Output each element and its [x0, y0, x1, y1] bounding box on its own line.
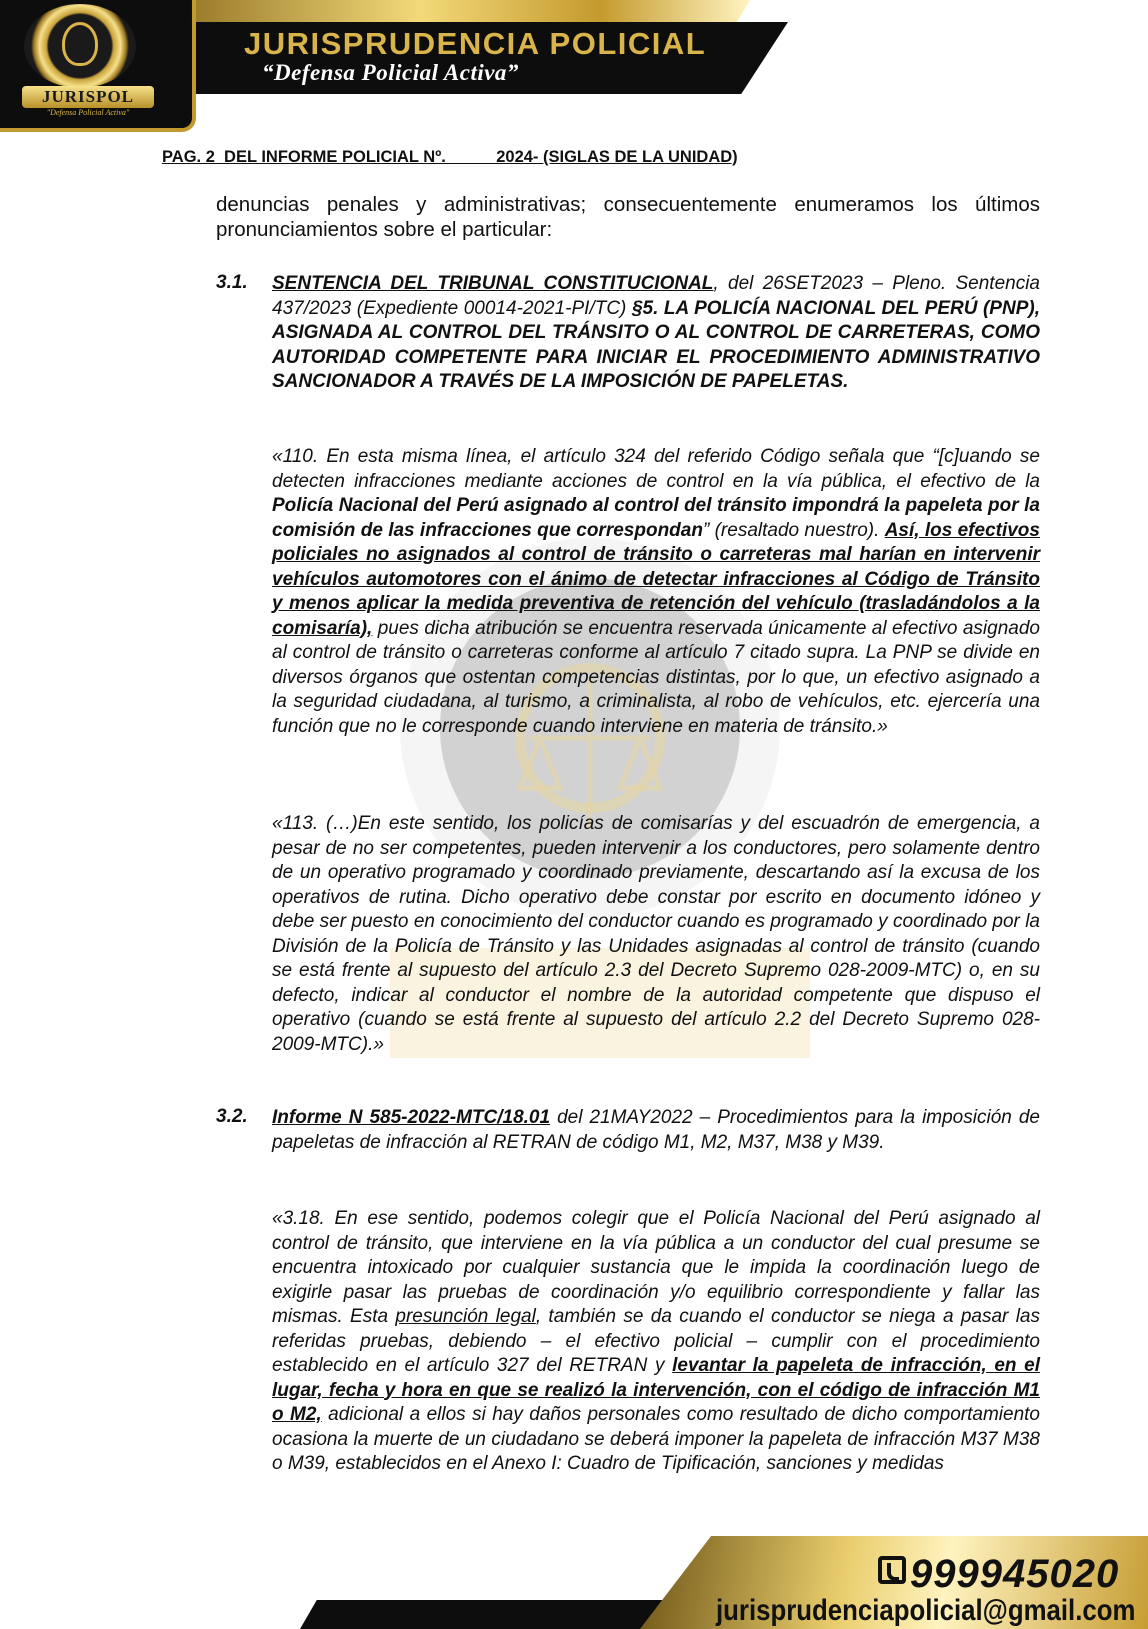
- section-text: , del 26SET2023 – Pleno. Sentencia 437/2023 (Expediente 00014-2021-PI/TC): [272, 273, 1040, 319]
- quote-bold-underline: Así, los efectivos policiales no asignados al control de tránsito o carreteras mal harían en intervenir vehículos automotores con el ánimo de detectar infracciones al Código de Tránsito y menos aplicar la medida preventiva de retención del vehículo (trasladándolos a la comisaría),: [272, 519, 1040, 639]
- quote-text: pues dicha atribución se encuentra reservada únicamente al efectivo asignado al control de tránsito o carreteras conforme al artículo 7 citado supra. La PNP se divide en diversos órganos que ostentan competencias distintas, por lo que, un efectivo asignado a la seguridad ciudadana, al turismo, a criminalista, al robo de vehículos, etc. ejercería una función que no le corresponde cuando interviene en materia de tránsito.»: [272, 617, 1040, 737]
- quote-text: «110. En esta misma línea, el artículo 324 del referido Código señala que “[c]uando se detecten infracciones mediante acciones de control en la vía pública, el efectivo de la: [272, 446, 1040, 492]
- quote-110: [272, 445, 1040, 739]
- quote-113: «113. (…)En este sentido, los policías de comisarías y del escuadrón de emergencia, a pesar de no ser competentes, pueden intervenir a los conductores, pero solamente dentro de un operativo programado y coordinado previamente, descartando así la excusa de los operativos de rutina. Dicho operativo debe constar por escrito en documento idóneo y debe ser puesto en conocimiento del conductor cuando es programado y coordinado por la División de la Policía de Tránsito y las Unidades asignadas al control de tránsito (cuando se está frente al supuesto del artículo 2.3 del Decreto Supremo 028-2009-MTC) o, en su defecto, indicar al conductor el nombre de la autoridad competente que dispuso el operativo (cuando se está frente al supuesto del artículo 2.2 del Decreto Supremo 028-2009-MTC).»: [272, 813, 1040, 1055]
- logo-motto: "Defensa Policial Activa": [46, 108, 130, 117]
- footer-phone: [878, 1552, 1119, 1597]
- page-header: [0, 0, 1148, 130]
- intro-paragraph: denuncias penales y administrativas; consecuentemente enumeramos los últimos pronunciamientos sobre el particular:: [216, 193, 1040, 241]
- section-3-1-heading: [272, 272, 1040, 395]
- quote-text: ” (resaltado nuestro).: [702, 519, 885, 541]
- quote-bold-underline: levantar la papeleta de infracción, en el lugar, fecha y hora en que se realizó la intervención, con el código de infracción M1 o M2,: [272, 1355, 1040, 1425]
- header-title: JURISPRUDENCIA POLICIAL: [244, 26, 707, 61]
- phone-number: 999945020: [910, 1552, 1120, 1596]
- quote-bold: Policía Nacional del Perú asignado al control del tránsito impondrá la papeleta por la comisión de las infracciones que correspondan: [272, 495, 1040, 541]
- quote-3-18: [272, 1207, 1040, 1477]
- section-3-2-heading: [272, 1106, 1040, 1155]
- quote-underline: presunción legal: [395, 1306, 536, 1327]
- quote-text: adicional a ellos si hay daños personales como resultado de dicho comportamiento ocasiona la muerte de un ciudadano se deberá imponer la papeleta de infracción M37 M38 o M39, establecidos en el Anexo I: Cuadro de Tipificación, sanciones y medidas: [272, 1404, 1041, 1474]
- scales-emblem-icon: [62, 22, 98, 66]
- quote-text: , también se da cuando el conductor se niega a pasar las referidas pruebas, debiendo – el efectivo policial – cumplir con el procedimiento establecido en el artículo 327 del RETRAN y: [272, 1306, 1040, 1376]
- phone-icon: [878, 1556, 906, 1584]
- jurispol-logo: [0, 0, 196, 132]
- section-subheading: §5. LA POLICÍA NACIONAL DEL PERÚ (PNP), ASIGNADA AL CONTROL DEL TRÁNSITO O AL CONTROL DE CARRETERAS, COMO AUTORIDAD COMPETENTE PARA INICIAR EL PROCEDIMIENTO ADMINISTRATIVO SANCIONADOR A TRAVÉS DE LA IMPOSICIÓN DE PAPELETAS.: [272, 297, 1040, 392]
- section-text: del 21MAY2022 – Procedimientos para la imposición de papeletas de infracción al RETRAN de código M1, M2, M37, M38 y M39.: [272, 1107, 1040, 1153]
- header-subtitle: “Defensa Policial Activa”: [262, 60, 519, 85]
- footer-email: jurisprudenciapolicial@gmail.com: [716, 1594, 1136, 1627]
- section-title-link: Informe N 585-2022-MTC/18.01: [272, 1107, 551, 1128]
- page-reference: PAG. 2 DEL INFORME POLICIAL Nº. 2024- (SIGLAS DE LA UNIDAD): [162, 148, 738, 166]
- section-number: 3.2.: [216, 1106, 248, 1127]
- logo-wordmark: JURISPOL: [22, 86, 154, 108]
- section-number: 3.1.: [216, 272, 248, 293]
- section-title-link: SENTENCIA DEL TRIBUNAL CONSTITUCIONAL: [272, 273, 714, 294]
- quote-text: «3.18. En ese sentido, podemos colegir que el Policía Nacional del Perú asignado al control de tránsito, que interviene en la vía pública a un conductor del cual presume se encuentra intoxicado por cualquier sustancia que le impida la coordinación luego de exigirle pasar las pruebas de coordinación y/o equilibrio correspondiente y fallar las mismas. Esta: [272, 1208, 1040, 1327]
